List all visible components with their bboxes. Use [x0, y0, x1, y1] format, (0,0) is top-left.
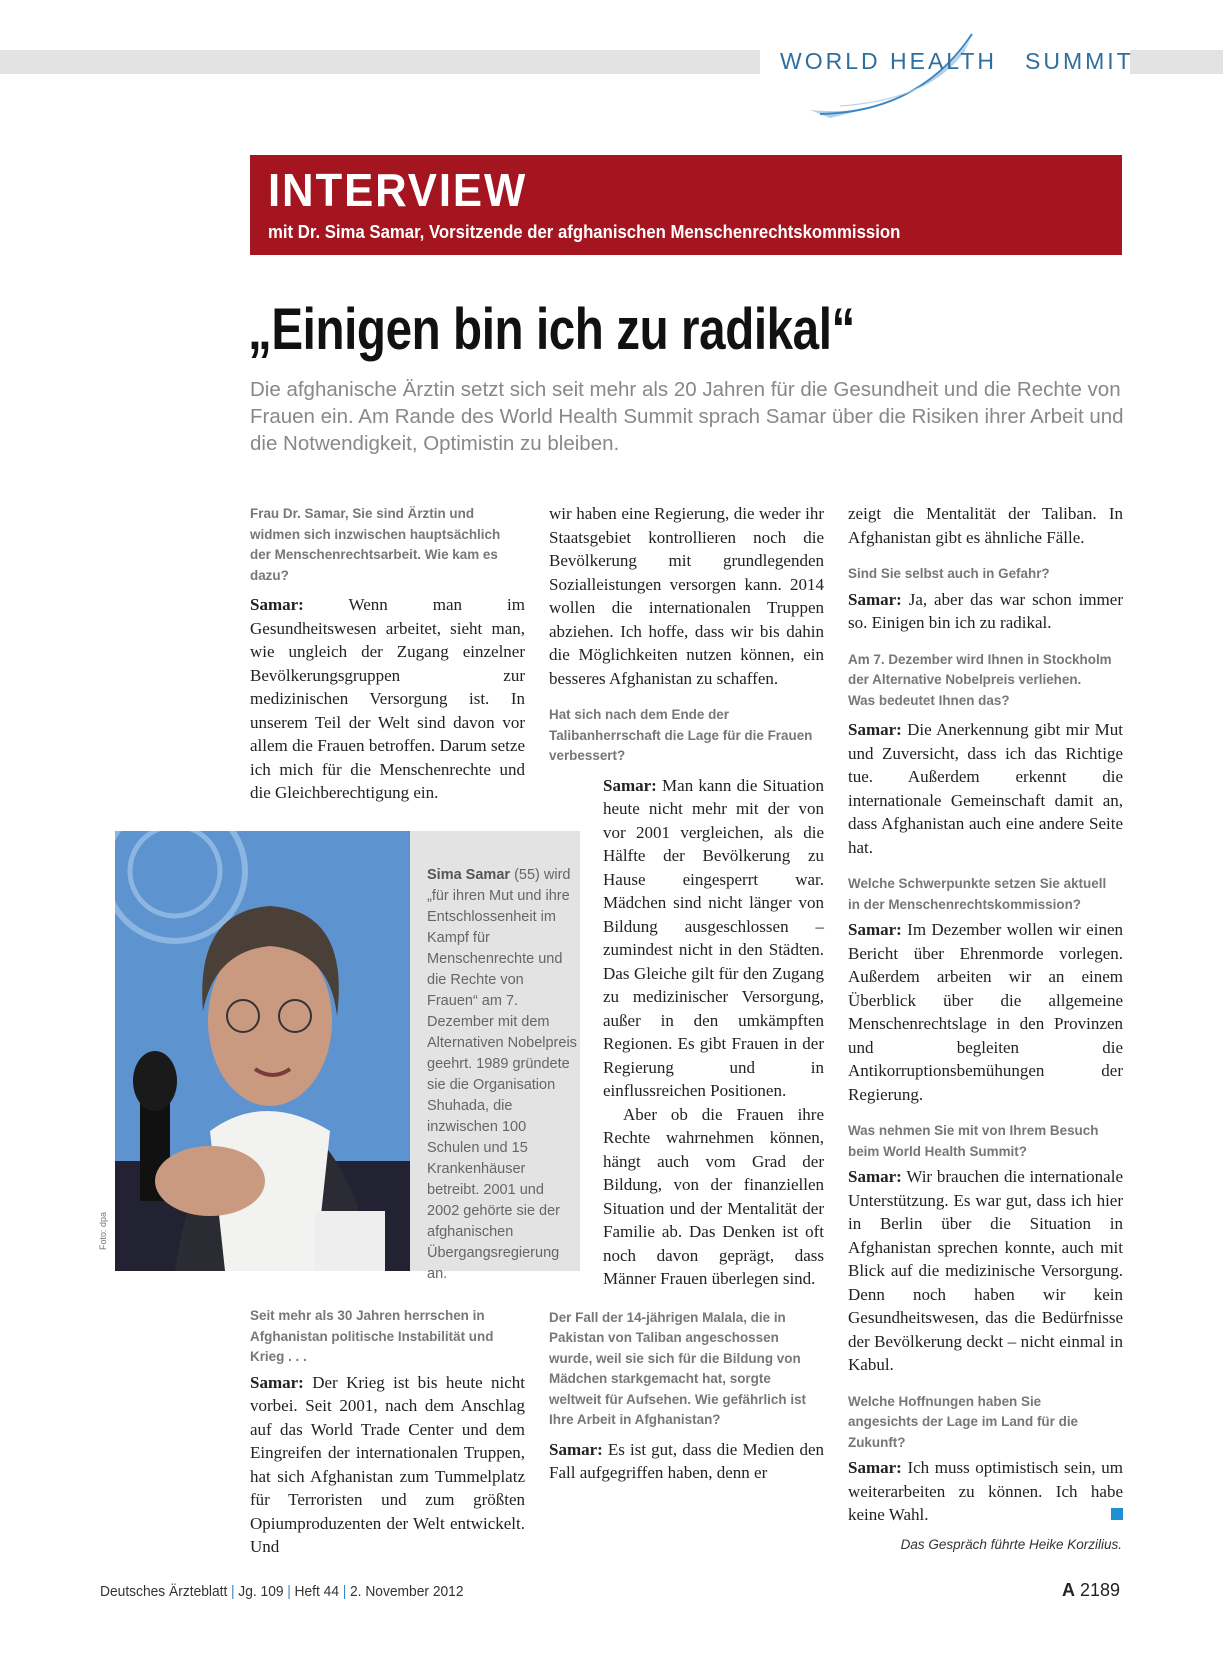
caption-age: (55): [514, 867, 540, 883]
column-1-bottom: [250, 1305, 525, 1559]
portrait-image: [115, 831, 410, 1271]
question-3: Hat sich nach dem Ende der Talibanherrschaft die Lage für die Frauen verbessert?: [549, 706, 813, 763]
footer-volume: Jg. 109: [238, 1583, 284, 1600]
answer-5: Samar: Ja, aber das war schon immer so. Einigen bin ich zu radikal.: [848, 589, 1123, 632]
answer-2: Samar: Der Krieg ist bis heute nicht vorbei. Seit 2001, nach dem Anschlag auf das World Trade Center und dem Eingreifen der internationalen Truppen, hat sich Afghanistan zum Tummelplatz für Terroristen und zum größten Opiumproduzenten der Welt entwickelt. Und: [250, 1372, 526, 1556]
logo-swoosh-icon: [760, 30, 1130, 130]
portrait-photo: [115, 831, 410, 1271]
photo-credit: Foto: dpa: [98, 1211, 108, 1250]
question-1: Frau Dr. Samar, Sie sind Ärztin und widmen sich inzwischen hauptsächlich der Menschenrechtsarbeit. Wie kam es dazu?: [250, 505, 501, 583]
logo-text-world-health: WORLD HEALTH: [780, 48, 998, 74]
banner-subtitle: mit Dr. Sima Samar, Vorsitzende der afghanischen Menschenrechtskommission: [268, 222, 901, 242]
answer-1: Samar: Wenn man im Gesundheitswesen arbeitet, sieht man, wie ungleich der Zugang einzelner Bevölkerungsgruppen zur medizinischen Versorgung ist. In unserem Teil der Welt sind davon vor allem die Frauen betroffen. Darum setze ich mich für die Menschenrechte und die Gleichberechtigung ein.: [250, 595, 525, 802]
answer-9: Samar: Ich muss optimistisch sein, um weiterarbeiten zu können. Ich habe keine Wahl.: [848, 1458, 1123, 1524]
answer-4: Samar: Es ist gut, dass die Medien den Fall aufgegriffen haben, denn er: [549, 1439, 824, 1482]
question-9: Welche Hoffnungen haben Sie angesichts der Lage im Land für die Zukunft?: [848, 1392, 1079, 1450]
answer-7: Samar: Im Dezember wollen wir einen Bericht über Ehrenmorde vorlegen. Außerdem arbeiten wir an einem Überblick über die allgemeine Menschenrechtslage in den Provinzen und begleiten die Antikorruptionsbemühungen der Regierung.: [848, 920, 1123, 1104]
footer-issue: Heft 44: [294, 1583, 340, 1600]
column-3: [848, 502, 1123, 1527]
footer-date: 2. November 2012: [349, 1583, 464, 1600]
world-health-summit-logo: [760, 30, 1130, 130]
footer-journal: Deutsches Ärzteblatt: [100, 1583, 228, 1600]
caption-text: wird „für ihren Mut und ihre Entschlossenheit im Kampf für Menschenrechte und die Rechte von Frauen“ am 7. Dezember mit dem Alternativen Nobelpreis geehrt. 1989 gründete sie die Organisation Shuhada, die inzwischen 100 Schulen und 15 Krankenhäuser betreibt. 2001 und 2002 gehörte sie der afghanischen Übergangsregierung an.: [427, 867, 577, 1282]
logo-text-summit: SUMMIT: [1025, 48, 1134, 74]
answer-3: Samar: Man kann die Situation heute nicht mehr mit der von vor 2001 vergleichen, als die Hälfte der Bevölkerung zu Hause eingesperrt war. Mädchen sind nicht länger von Bildung ausgeschlossen – zumindest nicht in den Städten. Das Gleiche gilt für den Zugang zu medizinischer Versorgung, außer in den umkämpften Regionen. Es gibt Frauen in der Regierung und in einflussreichen Positionen.: [603, 775, 824, 1100]
interview-credit: Das Gespräch führte Heike Korzilius.: [900, 1537, 1122, 1552]
answer-3-continued: Aber ob die Frauen ihre Rechte wahrnehmen können, hängt auch vom Grad der Bildung, von der finanziellen Situation und der Mentalität der Familie ab. Das Denken ist oft noch davon geprägt, dass Männer Frauen überlegen sind.: [603, 1104, 824, 1288]
column-2: [549, 502, 824, 1485]
article-end-marker: [1111, 1508, 1123, 1520]
column-1-top: [250, 503, 525, 805]
article-headline: „Einigen bin ich zu radikal“: [248, 297, 855, 362]
page-number: A 2189: [1061, 1580, 1120, 1600]
speaker-label: Samar:: [250, 595, 304, 614]
question-6: Am 7. Dezember wird Ihnen in Stockholm der Alternative Nobelpreis verliehen. Was bedeutet Ihnen das?: [848, 650, 1112, 708]
answer-8: Samar: Wir brauchen die internationale Unterstützung. Es war gut, dass ich hier in Berlin über die Situation in Afghanistan sprechen konnte, auch mit Blick auf die medizinische Versorgung. Denn noch haben wir kein Gesundheitswesen, das die Bedürfnisse der Bevölkerung deckt – nicht einmal in Kabul.: [848, 1167, 1123, 1374]
page-prefix: A: [1061, 1580, 1075, 1600]
question-2: Seit mehr als 30 Jahren herrschen in Afghanistan politische Instabilität und Krieg . . .: [250, 1307, 494, 1364]
answer-6: Samar: Die Anerkennung gibt mir Mut und Zuversicht, dass ich das Richtige tue. Außerdem erkennt die internationale Gemeinschaft damit an, dass Afghanistan auch eine andere Seite hat.: [848, 720, 1123, 857]
answer-continued-col3: zeigt die Mentalität der Taliban. In Afghanistan gibt es ähnliche Fälle.: [848, 504, 1123, 547]
question-5: Sind Sie selbst auch in Gefahr?: [848, 565, 1050, 581]
article-lead: Die afghanische Ärztin setzt sich seit mehr als 20 Jahren für die Gesundheit und die Rechte von Frauen ein. Am Rande des World Health Summit sprach Samar über die Risiken ihrer Arbeit und die Notwendigkeit, Optimistin zu bleiben.: [250, 378, 1124, 455]
question-4: Der Fall der 14-jährigen Malala, die in Pakistan von Taliban angeschossen wurde, weil sie sich für die Bildung von Mädchen starkgemacht hat, sorgte weltweit für Aufsehen. Wie gefährlich ist Ihre Arbeit in Afghanistan?: [549, 1308, 807, 1427]
question-8: Was nehmen Sie mit von Ihrem Besuch beim World Health Summit?: [848, 1122, 1099, 1159]
page-footer: Deutsches Ärzteblatt | Jg. 109 | Heft 44 | 2. November 2012: [100, 1583, 464, 1600]
question-7: Welche Schwerpunkte setzen Sie aktuell in der Menschenrechtskommission?: [848, 875, 1107, 912]
caption-name: Sima Samar: [427, 867, 511, 883]
banner-title: INTERVIEW: [268, 164, 528, 216]
answer-continued: wir haben eine Regierung, die weder ihr Staatsgebiet kontrollieren noch die Bevölkerung mit grundlegenden Sozialleistungen versorgen kann. 2014 wollen die internationalen Truppen abziehen. Ich hoffe, dass wir bis dahin die Möglichkeiten nutzen können, ein besseres Afghanistan zu schaffen.: [549, 504, 824, 688]
